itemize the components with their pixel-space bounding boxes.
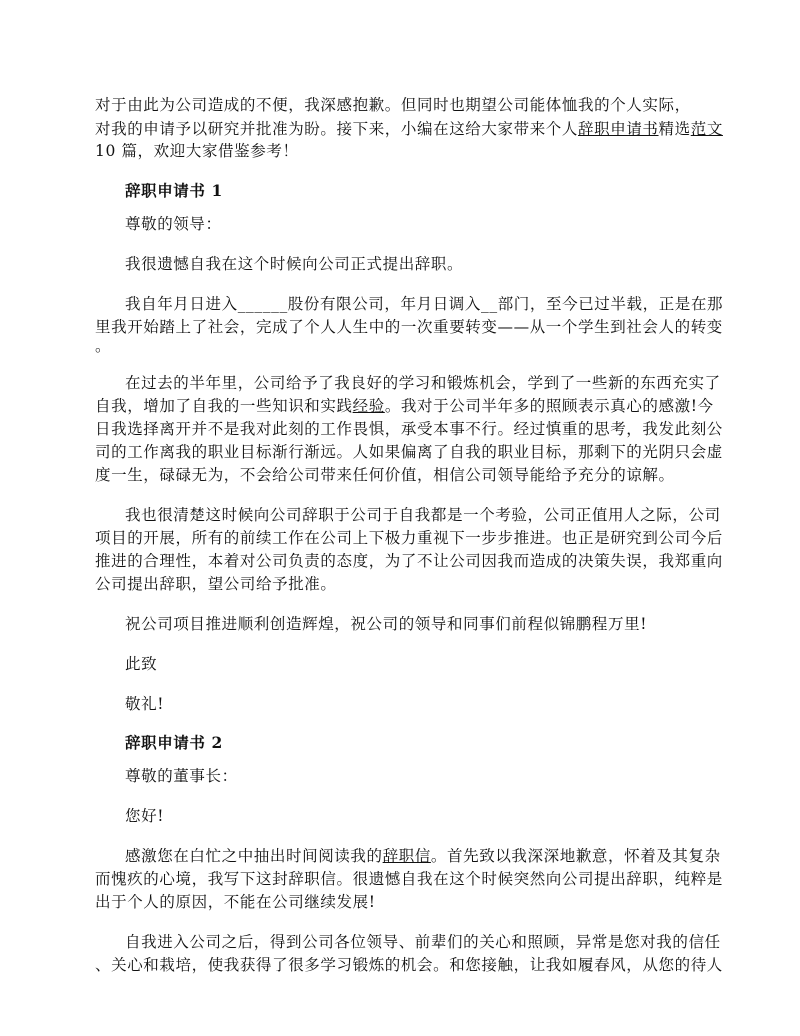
letter2-paragraph: 出于个人的原因，不能在公司继续发展! [95, 893, 376, 911]
letter2-title: 辞职申请书 2 [125, 733, 223, 752]
letter1-greeting: 尊敬的领导： [125, 215, 222, 233]
letter1-title: 辞职申请书 1 [125, 181, 223, 200]
letter1-paragraph: 推进的合理性，本着对公司负责的态度，为了不让公司因我而造成的决策失误，我郑重向 [95, 552, 723, 570]
letter1-paragraph: 日我选择离开并不是我对此刻的工作畏惧，承受本事不行。经过慎重的思考，我发此刻公 [95, 420, 723, 438]
letter1-text: 自我，增加了自我的一些知识和实践 [95, 397, 353, 415]
letter1-paragraph: 我也很清楚这时候向公司辞职于公司于自我都是一个考验，公司正值用人之际，公司 [125, 506, 721, 524]
letter2-greeting: 尊敬的董事长： [125, 767, 238, 785]
letter1-closing: 敬礼! [125, 695, 165, 713]
letter1-text: 。我对于公司半年多的照顾表示真心的感激!今 [384, 397, 714, 415]
intro-line-3: 10 篇，欢迎大家借鉴参考！ [95, 142, 299, 160]
letter2-text: 感激您在白忙之中抽出时间阅读我的 [125, 847, 383, 865]
intro-text: 对我的申请予以研究并批准为盼。接下来，小编在这给大家带来个人 [95, 120, 579, 138]
resignation-letter-link[interactable]: 辞职信 [382, 847, 431, 865]
resignation-letter-link[interactable]: 辞职申请书 [578, 120, 659, 138]
letter1-paragraph: 公司提出辞职，望公司给予批准。 [95, 575, 337, 593]
letter1-paragraph: 我自年月日进入______股份有限公司，年月日调入__部门，至今已过半载，正是在那 [125, 295, 724, 313]
letter1-paragraph: 祝公司项目推进顺利创造辉煌，祝公司的领导和同事们前程似锦鹏程万里! [125, 615, 648, 633]
intro-line-2 [95, 117, 723, 141]
sample-essay-link[interactable]: 范文 [690, 120, 723, 138]
experience-link[interactable]: 经验 [352, 397, 385, 415]
letter2-paragraph: 自我进入公司之后，得到公司各位领导、前辈们的关心和照顾，异常是您对我的信任 [125, 933, 721, 951]
intro-line-1: 对于由此为公司造成的不便，我深感抱歉。但同时也期望公司能体恤我的个人实际， [95, 96, 691, 114]
letter1-paragraph: 度一生，碌碌无为，不会给公司带来任何价值，相信公司领导能给予充分的谅解。 [95, 466, 675, 484]
letter1-paragraph: 司的工作离我的职业目标渐行渐远。人如果偏离了自我的职业目标，那剩下的光阴只会虚 [95, 443, 723, 461]
letter1-paragraph [95, 394, 714, 418]
letter1-paragraph: 项目的开展，所有的前续工作在公司上下极力重视下一步步推进。也正是研究到公司今后 [95, 529, 723, 547]
letter1-paragraph: 。 [95, 337, 112, 355]
letter1-paragraph: 里我开始踏上了社会，完成了个人人生中的一次重要转变——从一个学生到社会人的转变 [95, 318, 723, 336]
intro-text: 精选 [658, 120, 691, 138]
letter1-paragraph: 在过去的半年里，公司给予了我良好的学习和锻炼机会，学到了一些新的东西充实了 [125, 374, 721, 392]
letter2-hello: 您好! [125, 807, 165, 825]
letter1-paragraph: 我很遗憾自我在这个时候向公司正式提出辞职。 [125, 255, 464, 273]
letter2-paragraph [125, 844, 740, 868]
letter2-paragraph: 、关心和栽培，使我获得了很多学习锻炼的机会。和您接触，让我如履春风，从您的待人 [95, 956, 723, 974]
letter2-paragraph: 而愧疚的心境，我写下这封辞职信。很遗憾自我在这个时候突然向公司提出辞职，纯粹是 [95, 870, 723, 888]
letter1-closing: 此致 [125, 655, 158, 673]
letter2-text: 。首先致以我深深地歉意，怀着及其复杂 [430, 847, 721, 865]
